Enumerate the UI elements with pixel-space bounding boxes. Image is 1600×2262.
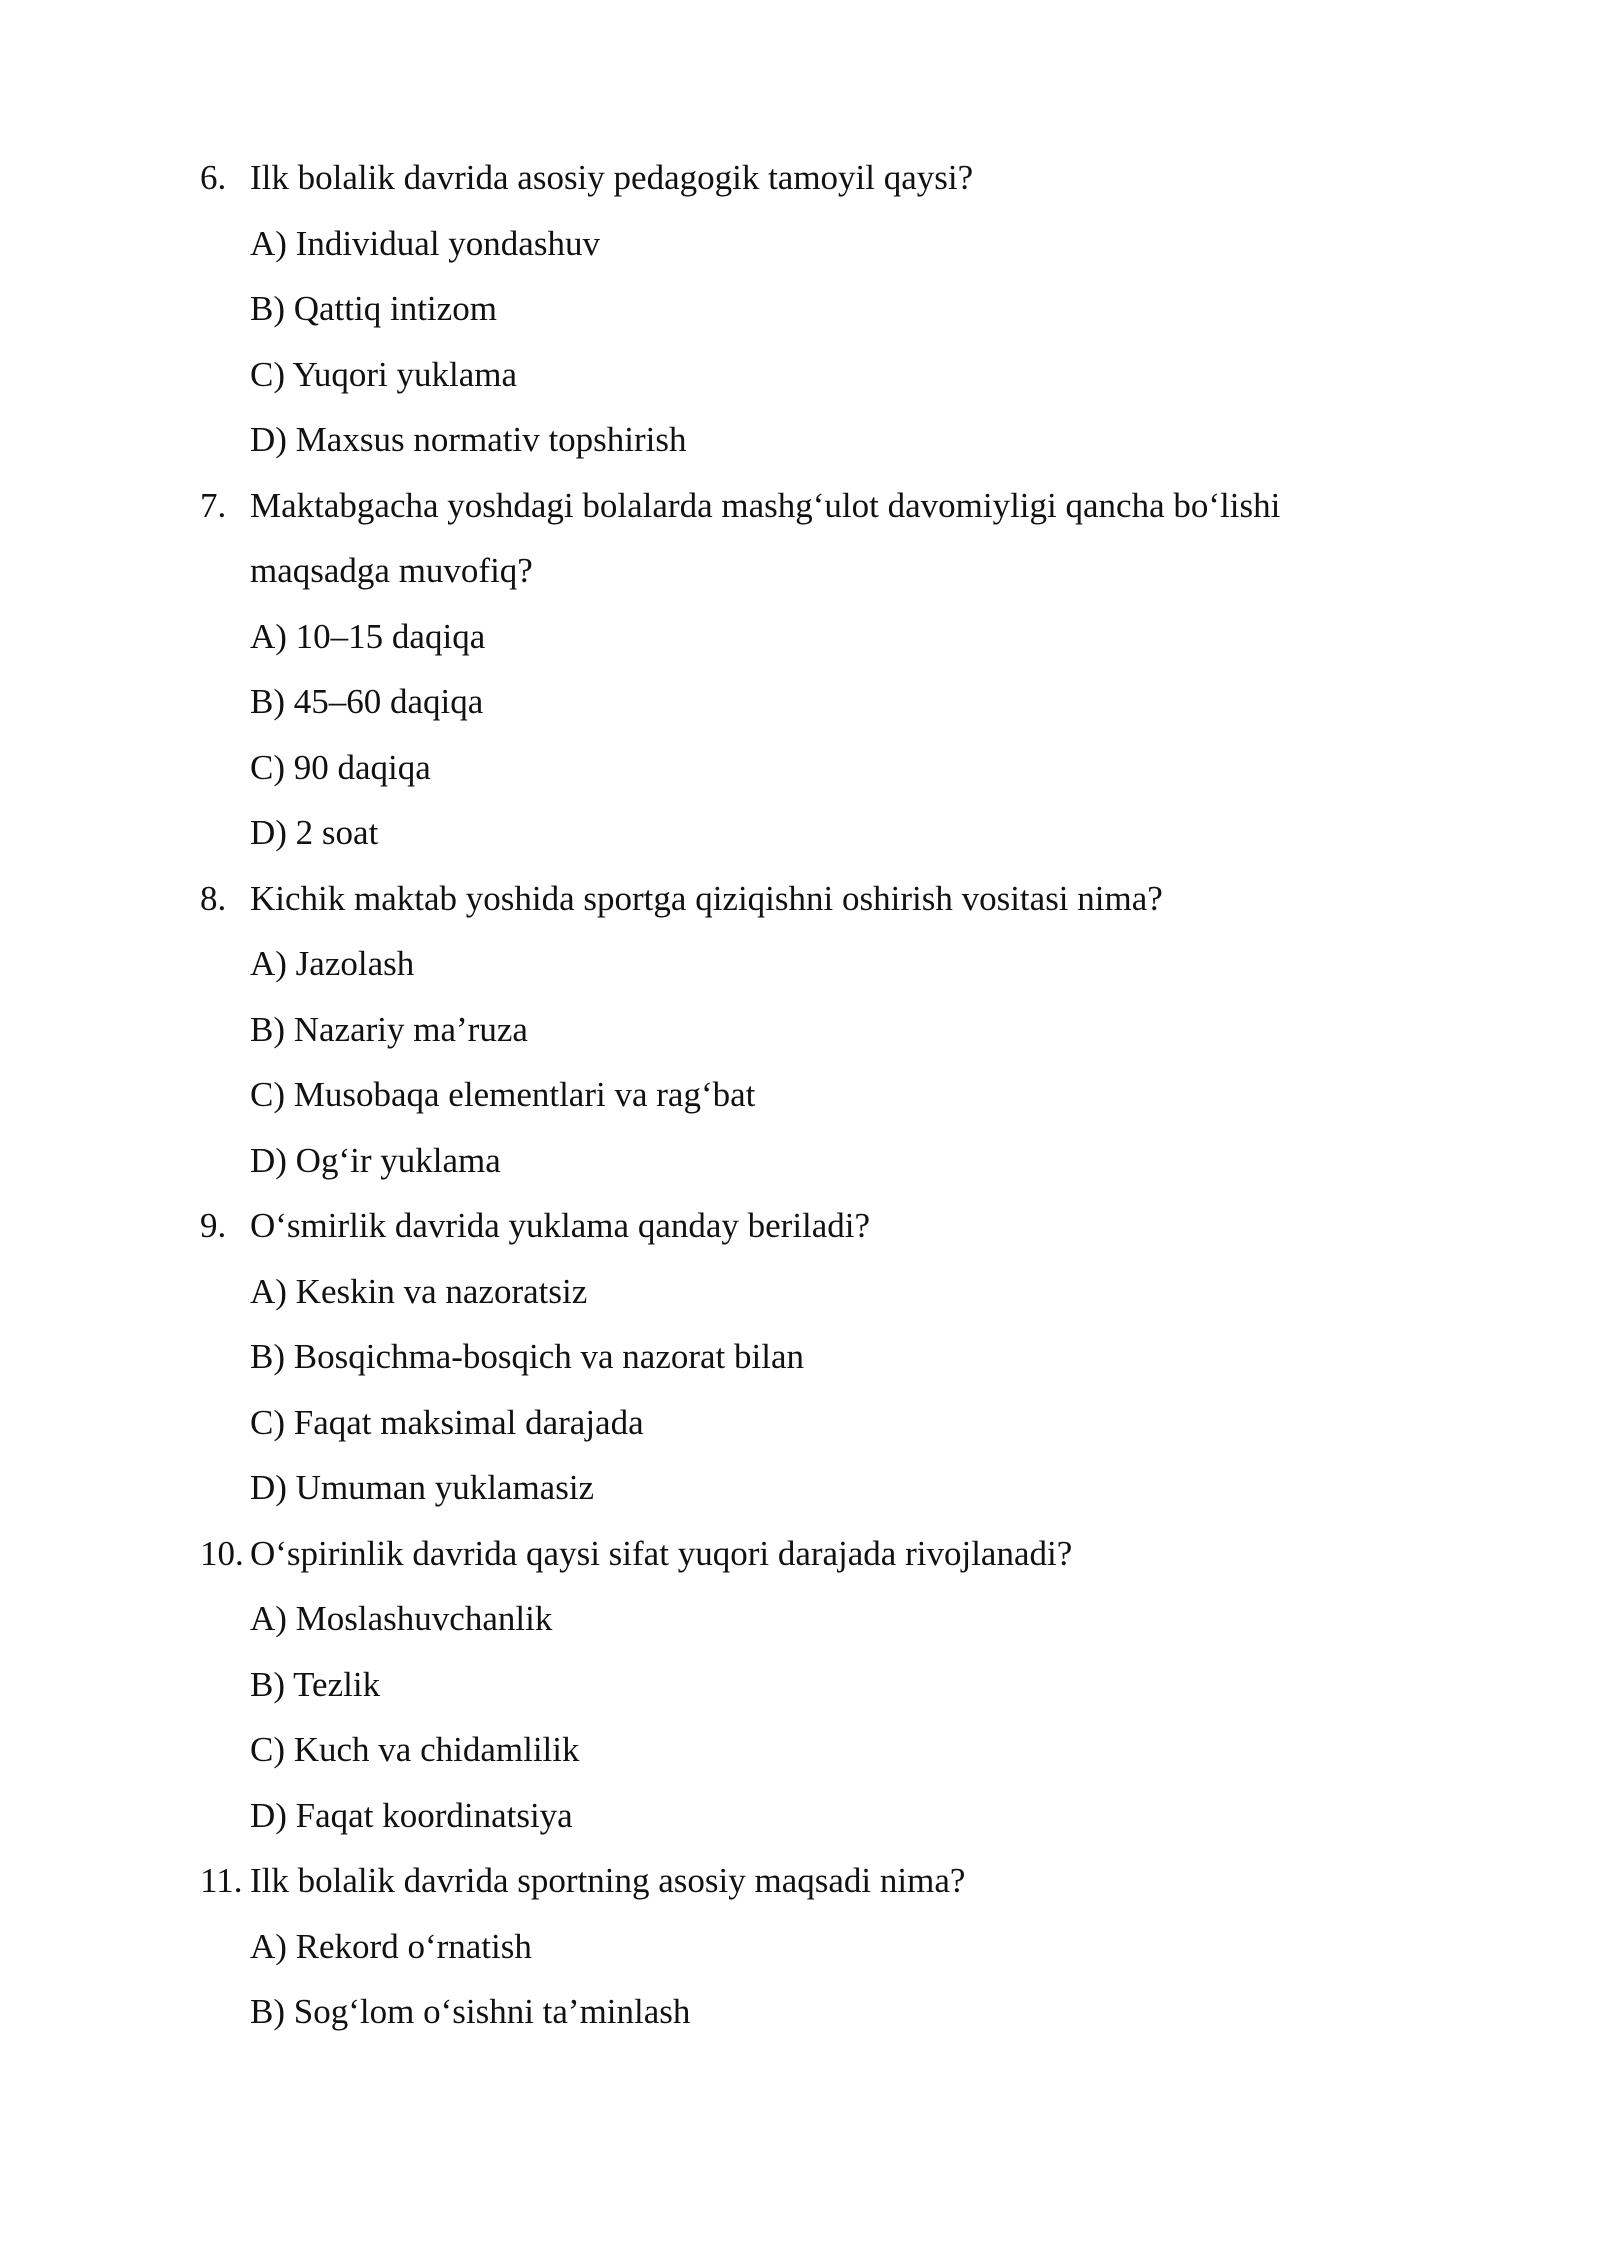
question-number: 11.	[200, 1861, 243, 1900]
question-number: 8.	[200, 878, 227, 918]
question-stem	[200, 145, 1400, 211]
question-stem	[200, 1193, 1400, 1259]
quiz-list	[200, 145, 1400, 2045]
answer-options	[200, 1586, 1400, 1848]
answer-options	[200, 604, 1400, 866]
question-text	[250, 866, 1163, 932]
question-text	[250, 473, 1280, 604]
answer-option-c: C) Musobaqa elementlari va rag‘bat	[250, 1075, 756, 1114]
answer-option-c: C) Faqat maksimal darajada	[250, 1402, 644, 1442]
answer-option-b: B) Bosqichma-bosqich va nazorat bilan	[250, 1337, 805, 1376]
answer-option-b: B) Sog‘lom o‘sishni ta’minlash	[250, 1992, 691, 2031]
question-stem	[200, 1521, 1400, 1587]
question-text-line: maqsadga muvofiq?	[250, 551, 533, 590]
answer-option-d: D) Faqat koordinatsiya	[250, 1795, 573, 1835]
answer-option-d: D) Maxsus normativ topshirish	[250, 420, 687, 459]
question-stem	[200, 866, 1400, 932]
question-7	[200, 473, 1400, 866]
answer-option-b: B) Qattiq intizom	[250, 289, 497, 328]
question-stem	[200, 473, 1400, 604]
question-text-line: O‘smirlik davrida yuklama qanday beriladi?	[250, 1206, 871, 1245]
question-stem	[200, 1848, 1400, 1914]
question-8	[200, 866, 1400, 1194]
answer-option-a: A) Moslashuvchanlik	[250, 1599, 553, 1638]
question-text-line: O‘spirinlik davrida qaysi sifat yuqori darajada rivojlanadi?	[250, 1533, 1073, 1573]
answer-option-d: D) Og‘ir yuklama	[250, 1140, 501, 1180]
question-text-line: Ilk bolalik davrida asosiy pedagogik tamoyil qaysi?	[250, 158, 974, 197]
answer-option-c: C) Kuch va chidamlilik	[250, 1730, 580, 1769]
answer-option-a: A) Individual yondashuv	[250, 223, 600, 263]
answer-option-b: B) 45–60 daqiqa	[250, 682, 484, 721]
question-9	[200, 1193, 1400, 1521]
answer-option-d: D) 2 soat	[250, 813, 379, 852]
question-text-line: Maktabgacha yoshdagi bolalarda mashg‘ulot davomiyligi qancha bo‘lishi	[250, 485, 1281, 525]
answer-option-a: A) Keskin va nazoratsiz	[250, 1271, 588, 1311]
answer-option-c: C) 90 daqiqa	[250, 747, 431, 787]
question-text	[250, 1521, 1072, 1587]
answer-options	[200, 211, 1400, 473]
answer-options	[200, 1914, 1400, 2045]
question-text-line: Kichik maktab yoshida sportga qiziqishni oshirish vositasi nima?	[250, 878, 1163, 918]
answer-option-a: A) Jazolash	[250, 944, 415, 983]
question-6	[200, 145, 1400, 473]
answer-option-c: C) Yuqori yuklama	[250, 354, 517, 394]
question-text-line: Ilk bolalik davrida sportning asosiy maqsadi nima?	[250, 1861, 966, 1900]
answer-option-d: D) Umuman yuklamasiz	[250, 1468, 595, 1507]
question-number: 9.	[200, 1206, 227, 1245]
question-text	[250, 145, 973, 211]
answer-option-b: B) Tezlik	[250, 1664, 381, 1704]
question-number: 10.	[200, 1533, 244, 1573]
question-number: 6.	[200, 158, 227, 197]
answer-option-a: A) Rekord o‘rnatish	[250, 1926, 532, 1966]
question-text	[250, 1848, 965, 1914]
answer-option-a: A) 10–15 daqiqa	[250, 616, 486, 656]
question-10	[200, 1521, 1400, 1849]
question-text	[250, 1193, 870, 1259]
question-number: 7.	[200, 485, 227, 525]
answer-option-b: B) Nazariy ma’ruza	[250, 1009, 528, 1049]
answer-options	[200, 1259, 1400, 1521]
answer-options	[200, 931, 1400, 1193]
question-11	[200, 1848, 1400, 2045]
